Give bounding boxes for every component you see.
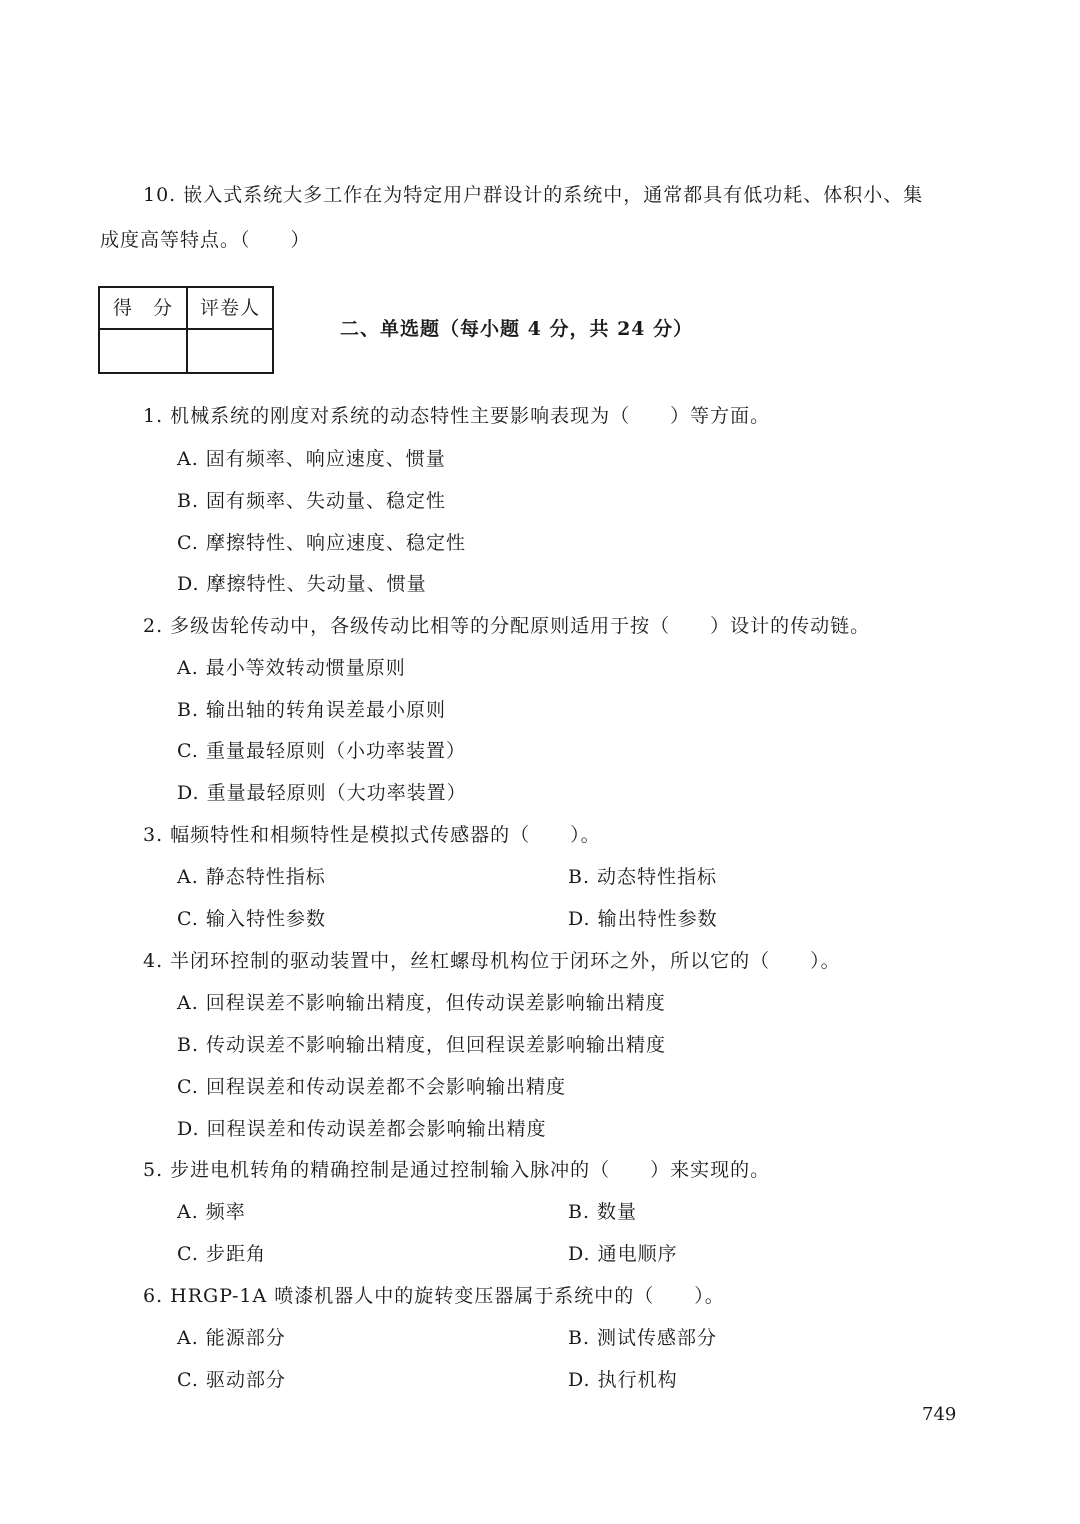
question-4-option-b: B. 传动误差不影响输出精度，但回程误差影响输出精度: [177, 1034, 667, 1056]
question-4-option-c: C. 回程误差和传动误差都不会影响输出精度: [177, 1076, 566, 1098]
question-1-option-d: D. 摩擦特性、失动量、惯量: [177, 573, 427, 595]
question-4-option-a: A. 回程误差不影响输出精度，但传动误差影响输出精度: [177, 992, 666, 1014]
question-10-text-line-2: 成度高等特点。（ ）: [100, 229, 311, 251]
score-header: 得 分: [99, 287, 187, 329]
grader-header: 评卷人: [187, 287, 273, 329]
page-number: 749: [922, 1404, 957, 1425]
question-3-option-b: B. 动态特性指标: [568, 866, 718, 888]
question-10-text-line-1: 10. 嵌入式系统大多工作在为特定用户群设计的系统中，通常都具有低功耗、体积小、集: [143, 184, 924, 206]
question-2-stem: 2. 多级齿轮传动中，各级传动比相等的分配原则适用于按（ ）设计的传动链。: [143, 615, 871, 637]
question-2-option-a: A. 最小等效转动惯量原则: [177, 657, 406, 679]
question-6-option-b: B. 测试传感部分: [568, 1327, 718, 1349]
question-6-option-a: A. 能源部分: [177, 1327, 286, 1349]
question-3-stem: 3. 幅频特性和相频特性是模拟式传感器的（ ）。: [143, 824, 601, 846]
question-3-option-c: C. 输入特性参数: [177, 908, 326, 930]
question-5-stem: 5. 步进电机转角的精确控制是通过控制输入脉冲的（ ）来实现的。: [143, 1159, 771, 1181]
question-2-option-c: C. 重量最轻原则（小功率装置）: [177, 740, 466, 762]
grader-cell: [187, 329, 273, 373]
question-5-option-d: D. 通电顺序: [568, 1243, 678, 1265]
question-2-option-b: B. 输出轴的转角误差最小原则: [177, 699, 447, 721]
question-1-option-c: C. 摩擦特性、响应速度、稳定性: [177, 532, 466, 554]
question-5-option-a: A. 频率: [177, 1201, 246, 1223]
question-5-option-b: B. 数量: [568, 1201, 638, 1223]
question-6-option-d: D. 执行机构: [568, 1369, 678, 1391]
score-cell: [99, 329, 187, 373]
question-2-option-d: D. 重量最轻原则（大功率装置）: [177, 782, 467, 804]
question-5-option-c: C. 步距角: [177, 1243, 266, 1265]
question-6-option-c: C. 驱动部分: [177, 1369, 286, 1391]
question-4-option-d: D. 回程误差和传动误差都会影响输出精度: [177, 1118, 547, 1140]
question-1-option-a: A. 固有频率、响应速度、惯量: [177, 448, 446, 470]
question-1-stem: 1. 机械系统的刚度对系统的动态特性主要影响表现为（ ）等方面。: [143, 405, 771, 427]
question-4-stem: 4. 半闭环控制的驱动装置中，丝杠螺母机构位于闭环之外，所以它的（ ）。: [143, 950, 841, 972]
section-title: 二、单选题（每小题 4 分，共 24 分）: [340, 318, 694, 340]
score-box: [98, 286, 274, 374]
question-1-option-b: B. 固有频率、失动量、稳定性: [177, 490, 447, 512]
question-6-stem: 6. HRGP-1A 喷漆机器人中的旋转变压器属于系统中的（ ）。: [143, 1285, 725, 1307]
question-3-option-a: A. 静态特性指标: [177, 866, 326, 888]
question-3-option-d: D. 输出特性参数: [568, 908, 718, 930]
